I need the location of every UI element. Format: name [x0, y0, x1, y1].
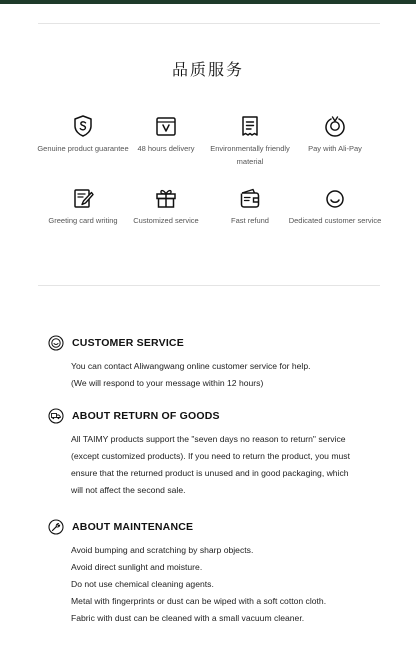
section-header — [48, 518, 388, 536]
service-customer — [285, 186, 385, 227]
divider-top — [38, 23, 380, 24]
divider-middle — [38, 285, 380, 286]
service-label: Greeting card writing — [48, 216, 118, 225]
text-line: (We will respond to your message within 12 hours) — [71, 378, 264, 388]
service-label: Environmentally friendly material — [210, 144, 290, 166]
text-line: (except customized products). If you need to return the product, you must — [71, 451, 350, 461]
section-title: ABOUT MAINTENANCE — [72, 521, 194, 533]
section-title: CUSTOMER SERVICE — [72, 337, 184, 349]
text-line: Do not use chemical cleaning agents. — [71, 579, 214, 589]
wrench-circle-icon — [48, 519, 64, 535]
text-line: Avoid bumping and scratching by sharp objects. — [71, 545, 254, 555]
service-label: Dedicated customer service — [288, 216, 382, 225]
section-return-goods — [48, 407, 388, 499]
text-line: Metal with fingerprints or dust can be wiped with a soft cotton cloth. — [71, 596, 327, 606]
truck-return-icon — [48, 408, 64, 424]
top-bar — [0, 0, 416, 4]
receipt-icon — [238, 114, 262, 138]
page-title: 品质服务 — [171, 60, 244, 79]
smile-circle-icon — [48, 335, 64, 351]
gift-icon — [154, 186, 178, 210]
section-header — [48, 407, 388, 425]
service-label: Genuine product guarantee — [37, 144, 129, 153]
section-body — [71, 542, 388, 627]
service-label: 48 hours delivery — [137, 144, 195, 153]
text-line: Avoid direct sunlight and moisture. — [71, 562, 203, 572]
service-label: Pay with Ali-Pay — [308, 144, 362, 153]
wallet-refund-icon — [238, 186, 262, 210]
shield-s-icon — [71, 114, 95, 138]
section-body — [71, 358, 388, 392]
section-body — [71, 431, 388, 499]
greeting-card-icon — [71, 186, 95, 210]
text-line: ensure that the returned product is unused and in good packaging, which — [71, 468, 349, 478]
delivery-box-icon — [154, 114, 178, 138]
text-line: Fabric with dust can be cleaned with a small vacuum cleaner. — [71, 613, 305, 623]
alipay-icon — [323, 114, 347, 138]
section-maintenance — [48, 518, 388, 627]
service-label: Customized service — [133, 216, 199, 225]
text-line: All TAIMY products support the "seven days no reason to return" service — [71, 434, 346, 444]
service-label: Fast refund — [231, 216, 269, 225]
section-title: ABOUT RETURN OF GOODS — [72, 410, 220, 422]
text-line: will not affect the second sale. — [71, 485, 186, 495]
section-header — [48, 334, 388, 352]
section-customer-service — [48, 334, 388, 392]
text-line: You can contact Aliwangwang online customer service for help. — [71, 361, 311, 371]
smile-headset-icon — [323, 186, 347, 210]
service-alipay — [285, 114, 385, 155]
